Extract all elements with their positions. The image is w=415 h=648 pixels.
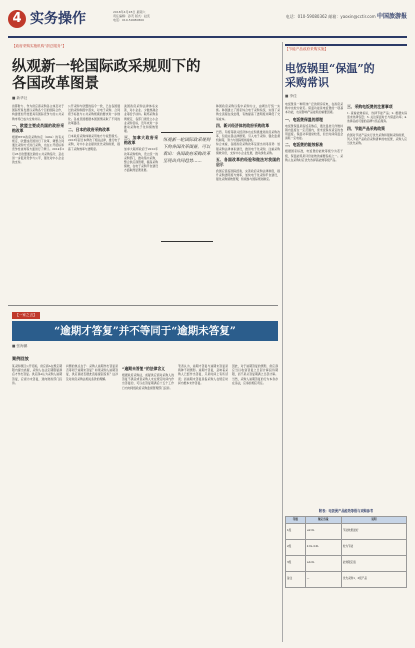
table-row (286, 571, 407, 587)
meta-editor: 责任编辑：孙茂 版式：赵奕 (113, 14, 150, 18)
table-header: 额定容量 (305, 517, 341, 524)
table-cell: 优先采购1、2级产品 (341, 571, 406, 587)
bottom-col-4 (178, 364, 228, 642)
table-header: 等级 (286, 517, 306, 524)
section-divider (8, 305, 278, 306)
right-col-2 (347, 102, 407, 502)
right-title-line2: 采购常识 (285, 76, 329, 89)
table-cell: 1级 (286, 523, 306, 539)
table-cell: 较为节能 (341, 539, 406, 555)
right-body4: 1. 查看能效标识，选择节能产品；2. 根据实际需求选择容量；3. 关注保温时长与保温功率；4. 选择品质可靠的品牌与售后服务。 (347, 111, 407, 124)
pull-quote: 纵观新一轮国际政采规则下的各国改革图景，可以看出：各国政府采购改革呈现出共同趋势…… (161, 132, 213, 242)
table-cell: 节能效果最好 (341, 523, 406, 539)
col4-body1: 韩国政府采购以集中采购为主，由调达厅统一实施。韩国建立了国家综合电子采购系统，实现了采购全流程在线处理，有效提高了透明度并降低了交易成本。 (216, 104, 280, 121)
right-body5: 我国对节能产品实行优先采购和强制采购政策，列入节能产品政府采购清单的电饭煲，采购人应当优先采购。 (347, 132, 407, 146)
col3-section-heading: 三、加拿大政府采购改革 (124, 135, 158, 146)
col2-section-heading: 二、日本的政府采购改革 (68, 127, 110, 133)
header-rule (8, 36, 407, 38)
right-title-line1: 电饭锅里“保温”的 (285, 62, 375, 75)
right-kicker: 【节能产品政府采购实施】 (285, 47, 329, 51)
table-row (286, 523, 407, 539)
col5-body2: 我国应借鉴国际经验，完善政府采购法律制度，提升采购透明度与效率，加快电子化采购平台建设，强化采购绩效管理，积极参与国际规则制定。 (216, 169, 280, 182)
right-body3: 根据国家标准，电饭煲的能效等级分为若干级，保温能耗是评价能效的重要指标之一。采购人在采购时应优先选择高能效等级产品。 (285, 149, 343, 162)
bottom-col1-text: 某采购项目公开招标，供应商A在规定期限内提出质疑，采购人在法定期限届满后才作出答复。供应商A认为采购人逾期答复，应视为未答复，遂向财政部门投诉。 (12, 364, 62, 385)
col4-body2: 巴西、印度等新兴经济体也在积极推进政府采购改革，包括完善法律框架、引入电子采购、强化监督机制等，努力与国际规则接轨。 (216, 129, 280, 143)
bottom-subtitle: 案例回放 (12, 356, 29, 361)
page-number: 4 (8, 10, 26, 28)
col2-body2: 日本政府采购体制采用地方分权型模式。2013年起日本修改了相关法律，推行电子采购，对中小企业提供优先采购政策，提高了采购效率与透明度。 (68, 134, 120, 151)
meta-date: 2018年4月28日 星期六 (113, 10, 146, 14)
table-cell: 备注 (286, 571, 306, 587)
col1-body: 根据WTO政府采购协定（GPA）的有关规定，欧盟成员国进行了改革，调整合同通过采购方式进行采购，也在公开招标和竞争性谈判等方面进行了修订。2014年2月26日欧盟通过新的公共采购指令，意在进一步促进竞争与公平，强化对中小企业的支持。 (12, 134, 64, 165)
main-headline-line1: 纵观新一轮国际政采规则下的 (12, 58, 201, 75)
table-cell: — (305, 571, 341, 587)
bottom-kicker: 【一家之言】 (12, 312, 40, 319)
bottom-col2-text: 问题的焦点在于：采购人逾期作出答复是否等同于逾期未答复？如果采购人逾期答复，供应商能否据此直接提起投诉？这涉及对政府采购法相关条款的理解。 (66, 364, 118, 381)
bottom-col3-text: 根据政府采购法，质疑供应商对采购人的答复不满意或者采购人未在规定时间内作出答复的，可以在答复期满后十五个工作日内向同级政府采购监督管理部门投诉。 (122, 373, 174, 390)
bottom-col-5 (232, 364, 278, 642)
right-col-1 (285, 102, 343, 502)
main-col-1 (12, 104, 64, 300)
bottom-col-1 (12, 364, 62, 642)
col5-body1: 综合来看，各国政府采购改革呈现出共同趋势：加强采购法律体系建设，推进电子化采购，注重采购绩效评价，支持中小企业发展，推动绿色采购。 (216, 142, 280, 155)
main-kicker: 【政府采购实施机构“浙总服务”】 (12, 44, 67, 48)
section-title: 实务操作 (30, 11, 86, 27)
column-divider (282, 42, 283, 642)
table-cell: ≤2.0L (305, 523, 341, 539)
main-col-2 (68, 104, 120, 300)
right-section1: 一、电饭煲保温的原理 (285, 116, 323, 122)
meta-phone: 电话：010-59080800 (113, 18, 145, 22)
right-section4: 四、节能产品采购政策 (347, 125, 385, 131)
col3-body1: 美国政府采购法律体系完善，对小企业、少数族裔企业等给予扶持。联邦采购条例规定，各部门须设立小企业采购目标，近年来进一步推动采购电子化和绩效管理。 (124, 104, 158, 134)
header-contact: 电话：010-59080362 邮箱：yaoxin@cctir.com (285, 14, 376, 19)
right-rule (285, 44, 407, 46)
table-cell: 2.0L-4.0L (305, 539, 341, 555)
col1-intro: 首都财力、作为供应商采购各主体及对于国际贸易发展以采购各个目的国际合作，构建更加开放更具有国际竞争力的公共采购市场已成为全球共识。 (12, 104, 64, 121)
main-col-4 (216, 104, 280, 300)
table-cell: ≥4.0L (305, 555, 341, 571)
table-header: 说明 (341, 517, 406, 524)
right-byline: ■ 李佳 (285, 94, 297, 98)
main-headline (12, 58, 212, 92)
table-row (286, 555, 407, 571)
table-title: 附表：电饭煲产品能效等级与采购参考 (318, 509, 374, 513)
right-body2: 电饭煲保温是指饭煮熟后，通过温控元件维持锅内温度在一定范围内，使米饭保持适宜的食用温度。保温功率通常较低，但长时间保温会消耗一定电能。 (285, 123, 343, 141)
bottom-col3-heading: “逾期未答复”的法律含义 (122, 366, 165, 371)
table-cell: 3级 (286, 555, 306, 571)
bottom-byline: ■ 张海鹏 (12, 344, 28, 348)
header-meta (113, 10, 233, 22)
bottom-col4-text: 笔者认为，逾期才答复与逾期未答复是两种不同情形。逾期才答复，意味着采购人已经作出答复，只是时间上有所延误；而逾期未答复是指采购人在规定时间内根本未作答复。 (178, 364, 228, 385)
bottom-col-2 (66, 364, 118, 642)
bottom-banner-headline: “逾期才答复”并不等同于“逾期未答复” (12, 321, 278, 341)
col2-body1: 公开采购与欧盟的指令一致，已在各国通过的采购制度中落实，对电子采购、合同授予标准与公共采购规模的要求进一步细化。各成员国根据本国国情采取了不同的改革路径。 (68, 104, 120, 125)
header-right (237, 14, 407, 19)
main-col-3 (124, 104, 158, 300)
right-section3: 三、采购电饭煲的注意事项 (347, 104, 393, 109)
main-byline: ■ 新华社 (12, 96, 28, 100)
col1-section-heading: 一、欧盟主要成员国的政府采购改革 (12, 122, 64, 133)
table-cell: 2级 (286, 539, 306, 555)
col4-section-heading: 四、新兴经济体的政府采购改革 (216, 122, 270, 128)
energy-table (285, 516, 407, 588)
page-header (8, 8, 407, 38)
bottom-col-3 (122, 364, 174, 642)
col5-section-heading: 五、各国改革的经验和做法对我国的启示 (216, 157, 280, 168)
main-headline-line2: 各国改革图景 (12, 75, 99, 92)
right-body1: 电饭煲是一种用途广泛的厨房家电，在政府采购中也较为常见。保温功能是电饭煲的一项基本功能，也是影响产品能耗的重要因素。 (285, 102, 343, 115)
newspaper-brand: 中国旅游报 (376, 13, 407, 20)
table-row (286, 539, 407, 555)
right-section2: 二、电饭煲的能效标准 (285, 142, 323, 148)
bottom-col5-text: 因此，对于逾期答复的情形，供应商应当以收到答复之日起计算投诉期限，而不是从答复期满之日起计算。当然，采购人逾期答复的行为本身存在违法，应承担相应责任。 (232, 364, 278, 385)
col3-body2: 加拿大联邦政府于2012年改革采购机构，设立统一的采购部门，推动集中采购，整合供应商管理，提高采购绩效，在电子采购平台建设方面取得显著进展。 (124, 147, 158, 173)
right-title (285, 62, 405, 90)
table-cell: 能效限定值 (341, 555, 406, 571)
